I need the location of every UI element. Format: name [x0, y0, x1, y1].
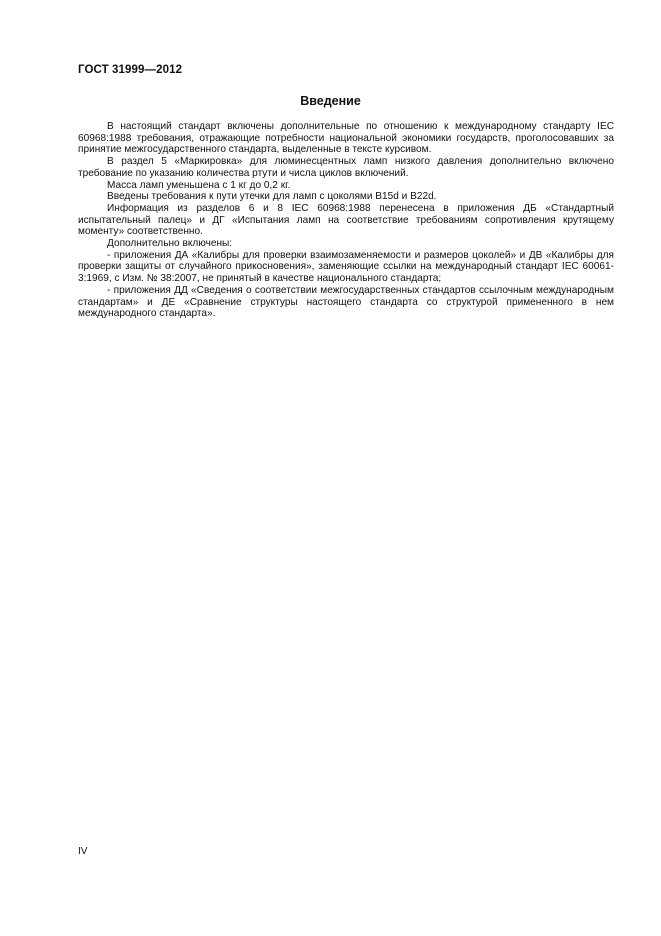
introduction-body: [78, 121, 614, 320]
paragraph: Введены требования к пути утечки для ламп с цоколями B15d и B22d.: [107, 191, 437, 203]
list-item: - приложения ДД «Сведения о соответствии межгосударственных стандартов ссылочным международным стандартам» и ДЕ «Сравнение структуры настоящего стандарта со структурой примененного в нем международного стандарта».: [78, 284, 614, 320]
standard-code-header: ГОСТ 31999—2012: [78, 64, 183, 76]
section-title: Введение: [300, 94, 361, 108]
page-number: IV: [78, 846, 88, 857]
paragraph: В раздел 5 «Маркировка» для люминесцентных ламп низкого давления дополнительно включено требование по указанию количества ртути и числа циклов включений.: [78, 156, 614, 179]
paragraph: Масса ламп уменьшена с 1 кг до 0,2 кг.: [107, 179, 291, 191]
paragraph: Информация из разделов 6 и 8 IEC 60968:1988 перенесена в приложения ДБ «Стандартный испытательный палец» и ДГ «Испытания ламп на соответствие требованиям сопротивления крутящему моменту» соответственно.: [78, 202, 614, 238]
paragraph: Дополнительно включены:: [107, 238, 233, 250]
paragraph: В настоящий стандарт включены дополнительные по отношению к международному стандарту IEC 60968:1988 требования, отражающие потребности национальной экономики государств, проголосовавших за принятие межгосударственного стандарта, выделенные в тексте курсивом.: [78, 121, 614, 156]
list-item: - приложения ДА «Калибры для проверки взаимозаменяемости и размеров цоколей» и ДВ «Калибры для проверки защиты от случайного прикосновения», заменяющие ссылки на международный стандарт IEC 60061-3:1969, с Изм. № 38:2007, не принятый в качестве национального стандарта;: [78, 249, 614, 285]
